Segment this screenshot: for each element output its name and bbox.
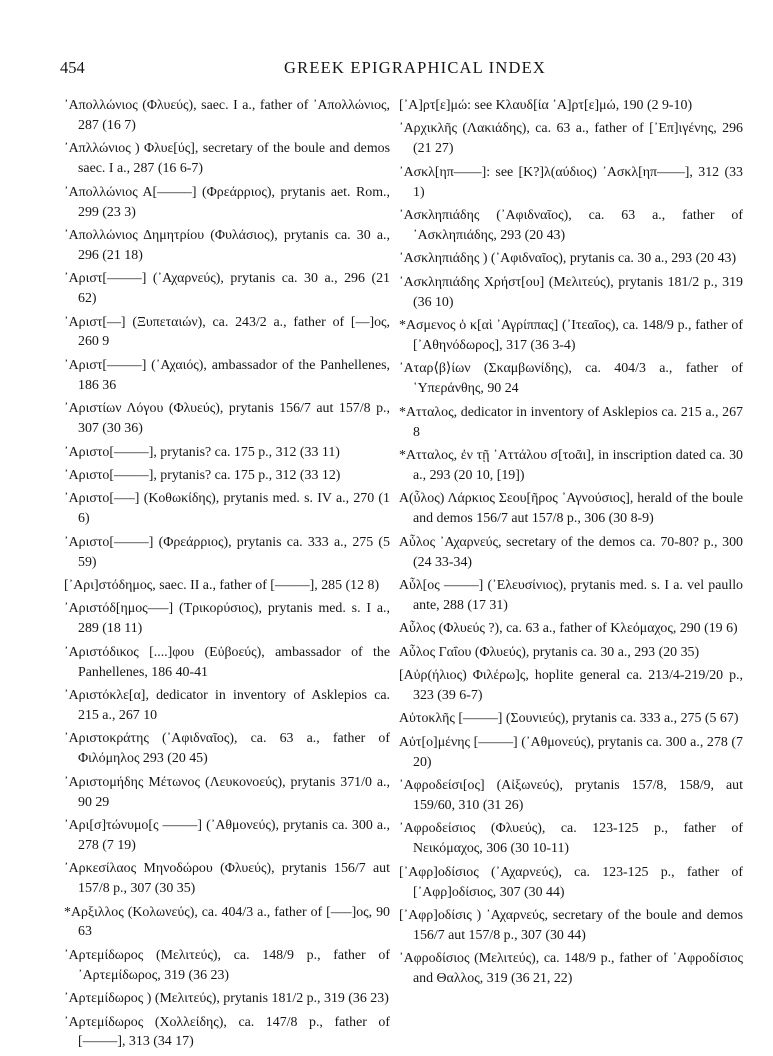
index-entry: ᾽Αριστο[–––––], prytanis? ca. 175 p., 312 (33 11): [64, 444, 340, 460]
index-entry: Α(ὖλος) Λάρκιος Σεου[ῆρος ᾽Αγνούσιος], herald of the boule and demos 156/7 aut 157/8 p., 306 (30 8-9): [399, 491, 743, 527]
index-entry: ᾽Αριστομήδης Μέτωνος (Λευκονοεύς), prytanis 371/0 a., 90 29: [64, 774, 390, 810]
index-entry: ᾽Απολλώνιος Δημητρίου (Φυλάσιος), prytanis ca. 30 a., 296 (21 18): [64, 227, 390, 263]
index-entry: ᾽Ασκληπιάδης (᾽Αφιδναῖος), ca. 63 a., father of ᾽Ασκληπιάδης, 293 (20 43): [399, 208, 743, 243]
index-entry: ᾽Αριστόδ[ημος–––] (Τρικορύσιος), prytanis med. s. I a., 289 (18 11): [64, 601, 390, 637]
index-entry: ᾽Αριστο[–––] (Κοθωκίδης), prytanis med. s. IV a., 270 (1 6): [64, 491, 390, 527]
index-entry: ᾽Αριστ[––] (Ξυπεταιών), ca. 243/2 a., father of [––]ος, 260 9: [64, 314, 390, 350]
index-entry: ᾽Αριστόδικος [....]φου (Εὐβοεύς), ambassador of the Panhellenes, 186 40-41: [64, 644, 390, 680]
index-entry: ᾽Αριστοκράτης (᾽Αφιδναῖος), ca. 63 a., father of Φιλόμηλος 293 (20 45): [64, 731, 390, 767]
page-number: 454: [60, 58, 85, 77]
index-entry: Αὖλος (Φλυεύς ?), ca. 63 a., father of Κλεόμαχος, 290 (19 6): [399, 621, 738, 637]
page-header: [60, 58, 740, 80]
index-entry: [᾽Αρι]στόδημος, saec. II a., father of [–––––], 285 (12 8): [64, 577, 380, 593]
index-entry: ᾽Αριστο[–––––], prytanis? ca. 175 p., 312 (33 12): [64, 467, 341, 483]
index-entry: ᾽Αριστ[–––––] (᾽Αχαρνεύς), prytanis ca. 30 a., 296 (21 62): [64, 271, 390, 307]
index-entry: ᾽Αφροδείσι[ος] (Αἰξωνεύς), prytanis 157/8, 158/9, aut 159/60, 310 (31 26): [399, 778, 743, 813]
index-entry: ᾽Αφροδίσιος (Μελιτεύς), ca. 148/9 p., father of ᾽Αφροδίσιος and Θαλλος, 319 (36 21, 22): [399, 951, 743, 987]
index-entry: [᾽Αφρ]οδίσιος (᾽Αχαρνεύς), ca. 123-125 p., father of [᾽Αφρ]οδίσιος, 307 (30 44): [399, 864, 743, 900]
index-entry: ᾽Απολλώνιος Α[–––––] (Φρεάρριος), prytanis aet. Rom., 299 (23 3): [64, 184, 390, 220]
index-entry: ᾽Αριστ[–––––] (᾽Αχαιός), ambassador of the Panhellenes, 186 36: [64, 357, 390, 393]
index-entry: ᾽Ασκληπιάδης ) (᾽Αφιδναῖος), prytanis ca. 30 a., 293 (20 43): [399, 251, 737, 267]
index-entry: [Αὐρ(ήλιος) Φιλέρω]ς, hoplite general ca. 213/4-219/20 p., 323 (39 6-7): [399, 668, 743, 703]
index-entry: *Ασμενος ὁ κ[αὶ ᾽Αγρίππας] (᾽Ιτεαῖος), ca. 148/9 p., father of [᾽Αθηνόδωρος], 317 (36 3-4): [399, 318, 743, 353]
index-entry: ᾽Αρτεμίδωρος (Χολλείδης), ca. 147/8 p., father of [–––––], 313 (34 17): [64, 1014, 390, 1050]
index-column-right: [399, 96, 743, 993]
index-entry: ᾽Αρτεμίδωρος ) (Μελιτεύς), prytanis 181/2 p., 319 (36 23): [64, 991, 389, 1007]
index-entry: ᾽Αριστόκλε[α], dedicator in inventory of Asklepios ca. 215 a., 267 10: [64, 687, 390, 723]
running-title: GREEK EPIGRAPHICAL INDEX: [284, 58, 546, 77]
index-entry: *Ατταλος, dedicator in inventory of Asklepios ca. 215 a., 267 8: [399, 404, 743, 440]
index-column-left: [64, 96, 390, 1056]
index-entry: [᾽Αφρ]οδίσις ) ᾽Αχαρνεύς, secretary of the boule and demos 156/7 aut 157/8 p., 307 (30 44): [399, 908, 743, 943]
index-entry: Αὐτοκλῆς [–––––] (Σουνιεύς), prytanis ca. 333 a., 275 (5 67): [399, 711, 739, 727]
index-entry: Αὐτ[ο]μένης [–––––] (᾽Αθμονεύς), prytanis ca. 300 a., 278 (7 20): [399, 734, 743, 770]
index-entry: ᾽Αρι[σ]τώνυμο[ς –––––] (᾽Αθμονεύς), prytanis ca. 300 a., 278 (7 19): [64, 817, 390, 853]
index-entry: Αὖλ[ος –––––] (᾽Ελευσίνιος), prytanis med. s. I a. vel paullo ante, 288 (17 31): [399, 577, 743, 613]
index-entry: ᾽Αφροδείσιος (Φλυεύς), ca. 123-125 p., father of Νεικόμαχος, 306 (30 10-11): [399, 821, 743, 857]
index-entry: ᾽Αρτεμίδωρος (Μελιτεύς), ca. 148/9 p., father of ᾽Αρτεμίδωρος, 319 (36 23): [64, 947, 390, 983]
index-entry: ᾽Απλλώνιος ) Φλυε[ύς], secretary of the boule and demos saec. I a., 287 (16 6-7): [64, 141, 390, 177]
index-entry: ᾽Αταρ⟨β⟩ίων (Σκαμβωνίδης), ca. 404/3 a., father of ῾Υπεράνθης, 90 24: [399, 361, 743, 397]
index-entry: *Αρξιλλος (Κολωνεύς), ca. 404/3 a., father of [–––]ος, 90 63: [64, 904, 390, 940]
index-entry: ᾽Αριστίων Λόγου (Φλυεύς), prytanis 156/7 aut 157/8 p., 307 (30 36): [64, 401, 390, 437]
index-entry: ᾽Αρκεσίλαος Μηνοδώρου (Φλυεύς), prytanis 156/7 aut 157/8 p., 307 (30 35): [64, 861, 390, 897]
index-entry: ᾽Αρχικλῆς (Λακιάδης), ca. 63 a., father of [᾽Επ]ιγένης, 296 (21 27): [399, 121, 743, 157]
index-entry: *Ατταλος, ἐν τῇ ᾽Αττάλου σ[τοᾶι], in inscription dated ca. 30 a., 293 (20 10, [19]): [399, 448, 743, 483]
index-entry: [᾽Α]ρτ[ε]μώ: see Κλαυδ[ία ᾽Α]ρτ[ε]μώ, 190 (2 9-10): [399, 98, 693, 113]
index-entry: ᾽Ασκληπιάδης Χρήστ[ου] (Μελιτεύς), prytanis 181/2 p., 319 (36 10): [399, 274, 743, 310]
index-entry: ᾽Αριστο[–––––] (Φρεάρριος), prytanis ca. 333 a., 275 (5 59): [64, 534, 390, 570]
index-entry: ᾽Ασκλ[ηπ––––]: see [Κ?]λ(αύδιος) ᾽Ασκλ[ηπ––––], 312 (33 1): [399, 164, 743, 200]
index-entry: ᾽Απολλώνιος (Φλυεύς), saec. I a., father of ᾽Απολλώνιος, 287 (16 7): [64, 98, 390, 133]
index-entry: Αὖλος ᾽Αχαρνεύς, secretary of the demos ca. 70-80? p., 300 (24 33-34): [399, 534, 743, 570]
index-entry: Αὖλος Γαΐου (Φλυεύς), prytanis ca. 30 a., 293 (20 35): [399, 644, 700, 660]
